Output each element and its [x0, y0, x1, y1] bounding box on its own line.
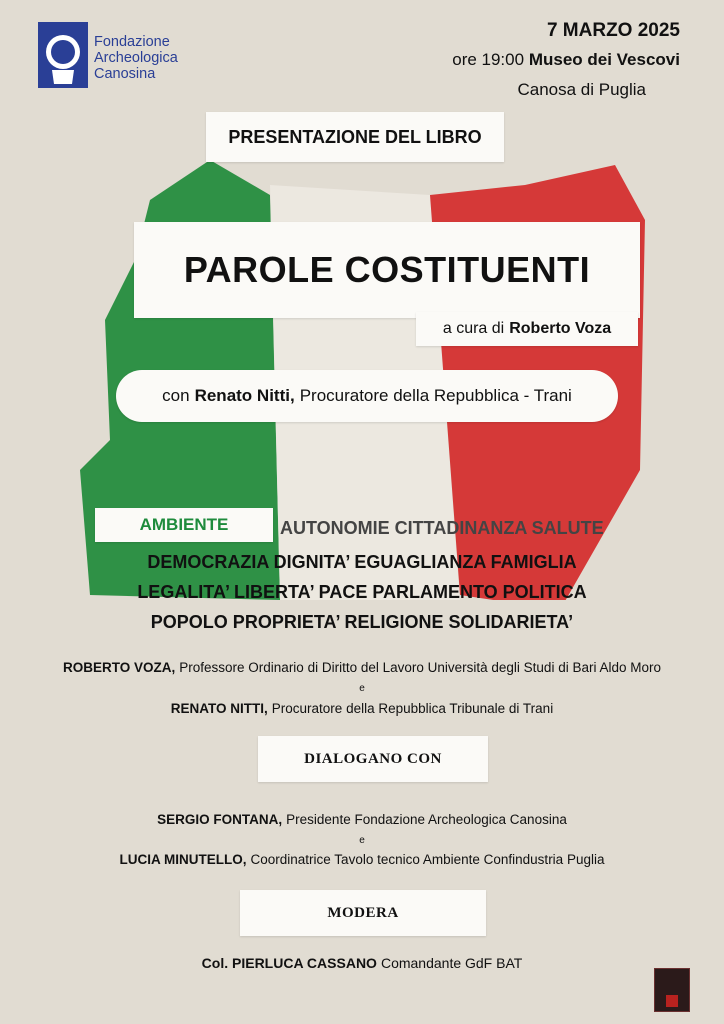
event-date: 7 MARZO 2025 — [546, 20, 680, 41]
keywords-line1: AUTONOMIE CITTADINANZA SALUTE — [280, 518, 604, 538]
dialogue-person-1-name: SERGIO FONTANA, — [157, 812, 283, 827]
foundation-logo — [38, 22, 198, 88]
org-line1: Fondazione — [94, 34, 170, 50]
book-title: PAROLE COSTITUENTI — [134, 222, 640, 318]
foundation-logo-icon — [38, 22, 88, 88]
with-name: Renato Nitti, — [194, 386, 295, 405]
book-curator — [416, 312, 638, 346]
event-city: Canosa di Puglia — [517, 80, 646, 99]
keyword-highlight: AMBIENTE — [95, 508, 273, 542]
authors-and: e — [359, 683, 365, 694]
author-1-role: Professore Ordinario di Diritto del Lavoro Università degli Studi di Bari Aldo Moro — [179, 660, 661, 675]
author-1 — [0, 660, 724, 675]
foundation-name — [94, 34, 178, 82]
org-line2: Archeologica — [94, 50, 178, 66]
dialogue-person-2 — [0, 852, 724, 867]
dialogue-and: e — [359, 835, 365, 846]
event-venue: Museo dei Vescovi — [528, 50, 680, 69]
author-2-name: RENATO NITTI, — [170, 701, 268, 716]
dialogue-label: DIALOGANO CON — [258, 736, 488, 782]
org-line3: Canosina — [94, 66, 156, 82]
moderator-label: MODERA — [240, 890, 486, 936]
book-with — [116, 370, 618, 422]
museum-logo-mark — [666, 995, 678, 1007]
with-prefix: con — [162, 386, 190, 405]
museum-logo-icon — [654, 968, 690, 1012]
moderator-role: Comandante GdF BAT — [380, 955, 523, 971]
keywords-line4: POPOLO PROPRIETA’ RELIGIONE SOLIDARIETA’ — [150, 612, 574, 632]
moderator-name: Col. PIERLUCA CASSANO — [201, 955, 377, 971]
dialogue-person-1 — [0, 812, 724, 827]
event-time: ore 19:00 — [452, 50, 525, 69]
curator-name: Roberto Voza — [509, 320, 612, 337]
dialogue-person-2-role: Coordinatrice Tavolo tecnico Ambiente Confindustria Puglia — [250, 852, 605, 867]
dialogue-person-1-role: Presidente Fondazione Archeologica Canosina — [286, 812, 567, 827]
moderator — [0, 955, 724, 971]
curator-prefix: a cura di — [442, 320, 505, 337]
event-time-venue — [452, 50, 680, 70]
with-role: Procuratore della Repubblica - Trani — [299, 386, 572, 405]
keywords-line2: DEMOCRAZIA DIGNITA’ EGUAGLIANZA FAMIGLIA — [147, 552, 577, 572]
author-1-name: ROBERTO VOZA, — [63, 660, 176, 675]
author-2 — [0, 701, 724, 716]
keywords-line3: LEGALITA’ LIBERTA’ PACE PARLAMENTO POLITICA — [137, 582, 587, 602]
presentation-label: PRESENTAZIONE DEL LIBRO — [206, 112, 504, 162]
author-2-role: Procuratore della Repubblica Tribunale di Trani — [271, 701, 554, 716]
dialogue-person-2-name: LUCIA MINUTELLO, — [119, 852, 247, 867]
